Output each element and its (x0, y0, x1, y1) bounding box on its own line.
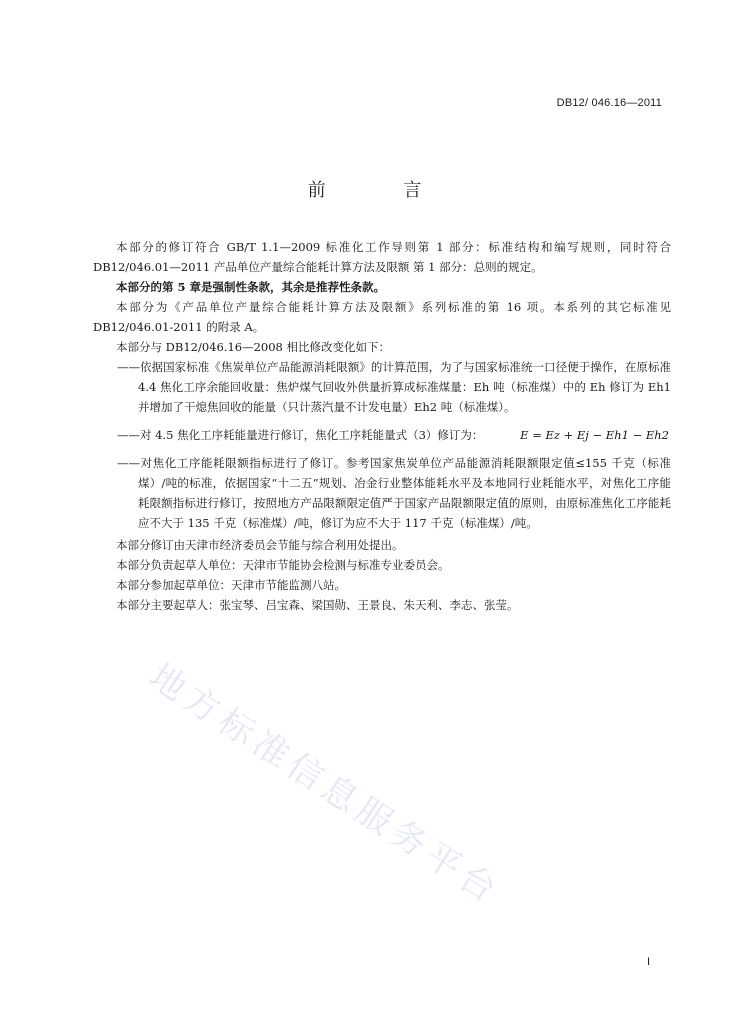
change-item: ——对焦化工序能耗限额指标进行了修订。参考国家焦炭单位产品能源消耗限额限定值≤155 千克（标准煤）/吨的标准，依据国家“十二五”规划、冶金行业整体能耗水平及本地同行业耗能水平，对焦化工序能耗限额指标进行修订，按照地方产品限额限定值严于国家产品限额限定值的原则，由原标准焦化工序能耗应不大于 135 千克（标准煤）/吨，修订为应不大于 117 千克（标准煤）/吨。 (117, 456, 671, 530)
formula: E = Ez + Ej − Eh1 − Eh2 (520, 428, 669, 442)
watermark: 地方标准信息服务平台 (141, 656, 508, 914)
change-item-text: ——对 4.5 焦化工序耗能量进行修订，焦化工序耗能量式（3）修订为： (117, 428, 484, 442)
closing-line: 本部分负责起草人单位：天津市节能协会检测与标准专业委员会。 (116, 558, 450, 572)
paragraph-mandatory-clauses: 本部分的第 5 章是强制性条款，其余是推荐性条款。 (116, 280, 386, 294)
closing-line: 本部分主要起草人：张宝琴、吕宝森、梁国勋、王景良、朱天利、李志、张莹。 (116, 598, 519, 612)
paragraph-compliance: 本部分的修订符合 GB/T 1.1—2009 标准化工作导则第 1 部分：标准结构和编写规则，同时符合DB12/046.01—2011 产品单位产量综合能耗计算方法及限额 第 1 部分：总则的规定。 (93, 240, 671, 274)
paragraph-series: 本部分为《产品单位产量综合能耗计算方法及限额》系列标准的第 16 项。本系列的其它标准见DB12/046.01-2011 的附录 A。 (93, 300, 671, 334)
change-item-formula (93, 425, 671, 445)
closing-line: 本部分修订由天津市经济委员会节能与综合利用处提出。 (116, 538, 404, 552)
body-text (93, 237, 671, 615)
paragraph-changes-intro: 本部分与 DB12/046.16—2008 相比修改变化如下： (116, 340, 390, 354)
closing-line: 本部分参加起草单位：天津市节能监测八站。 (116, 578, 346, 592)
page-number: I (646, 956, 650, 968)
standard-code: DB12/ 046.16—2011 (556, 97, 662, 109)
change-item: ——依据国家标准《焦炭单位产品能源消耗限额》的计算范围，为了与国家标准统一口径便于操作，在原标准 4.4 焦化工序余能回收量：焦炉煤气回收外供量折算成标准煤量：Eh 吨（标准煤）中的 Eh 修订为 Eh1 并增加了干熄焦回收的能量（只计蒸汽量不计发电量）Eh2 吨（标准煤）。 (117, 360, 671, 414)
page-title: 前 言 (307, 180, 458, 201)
